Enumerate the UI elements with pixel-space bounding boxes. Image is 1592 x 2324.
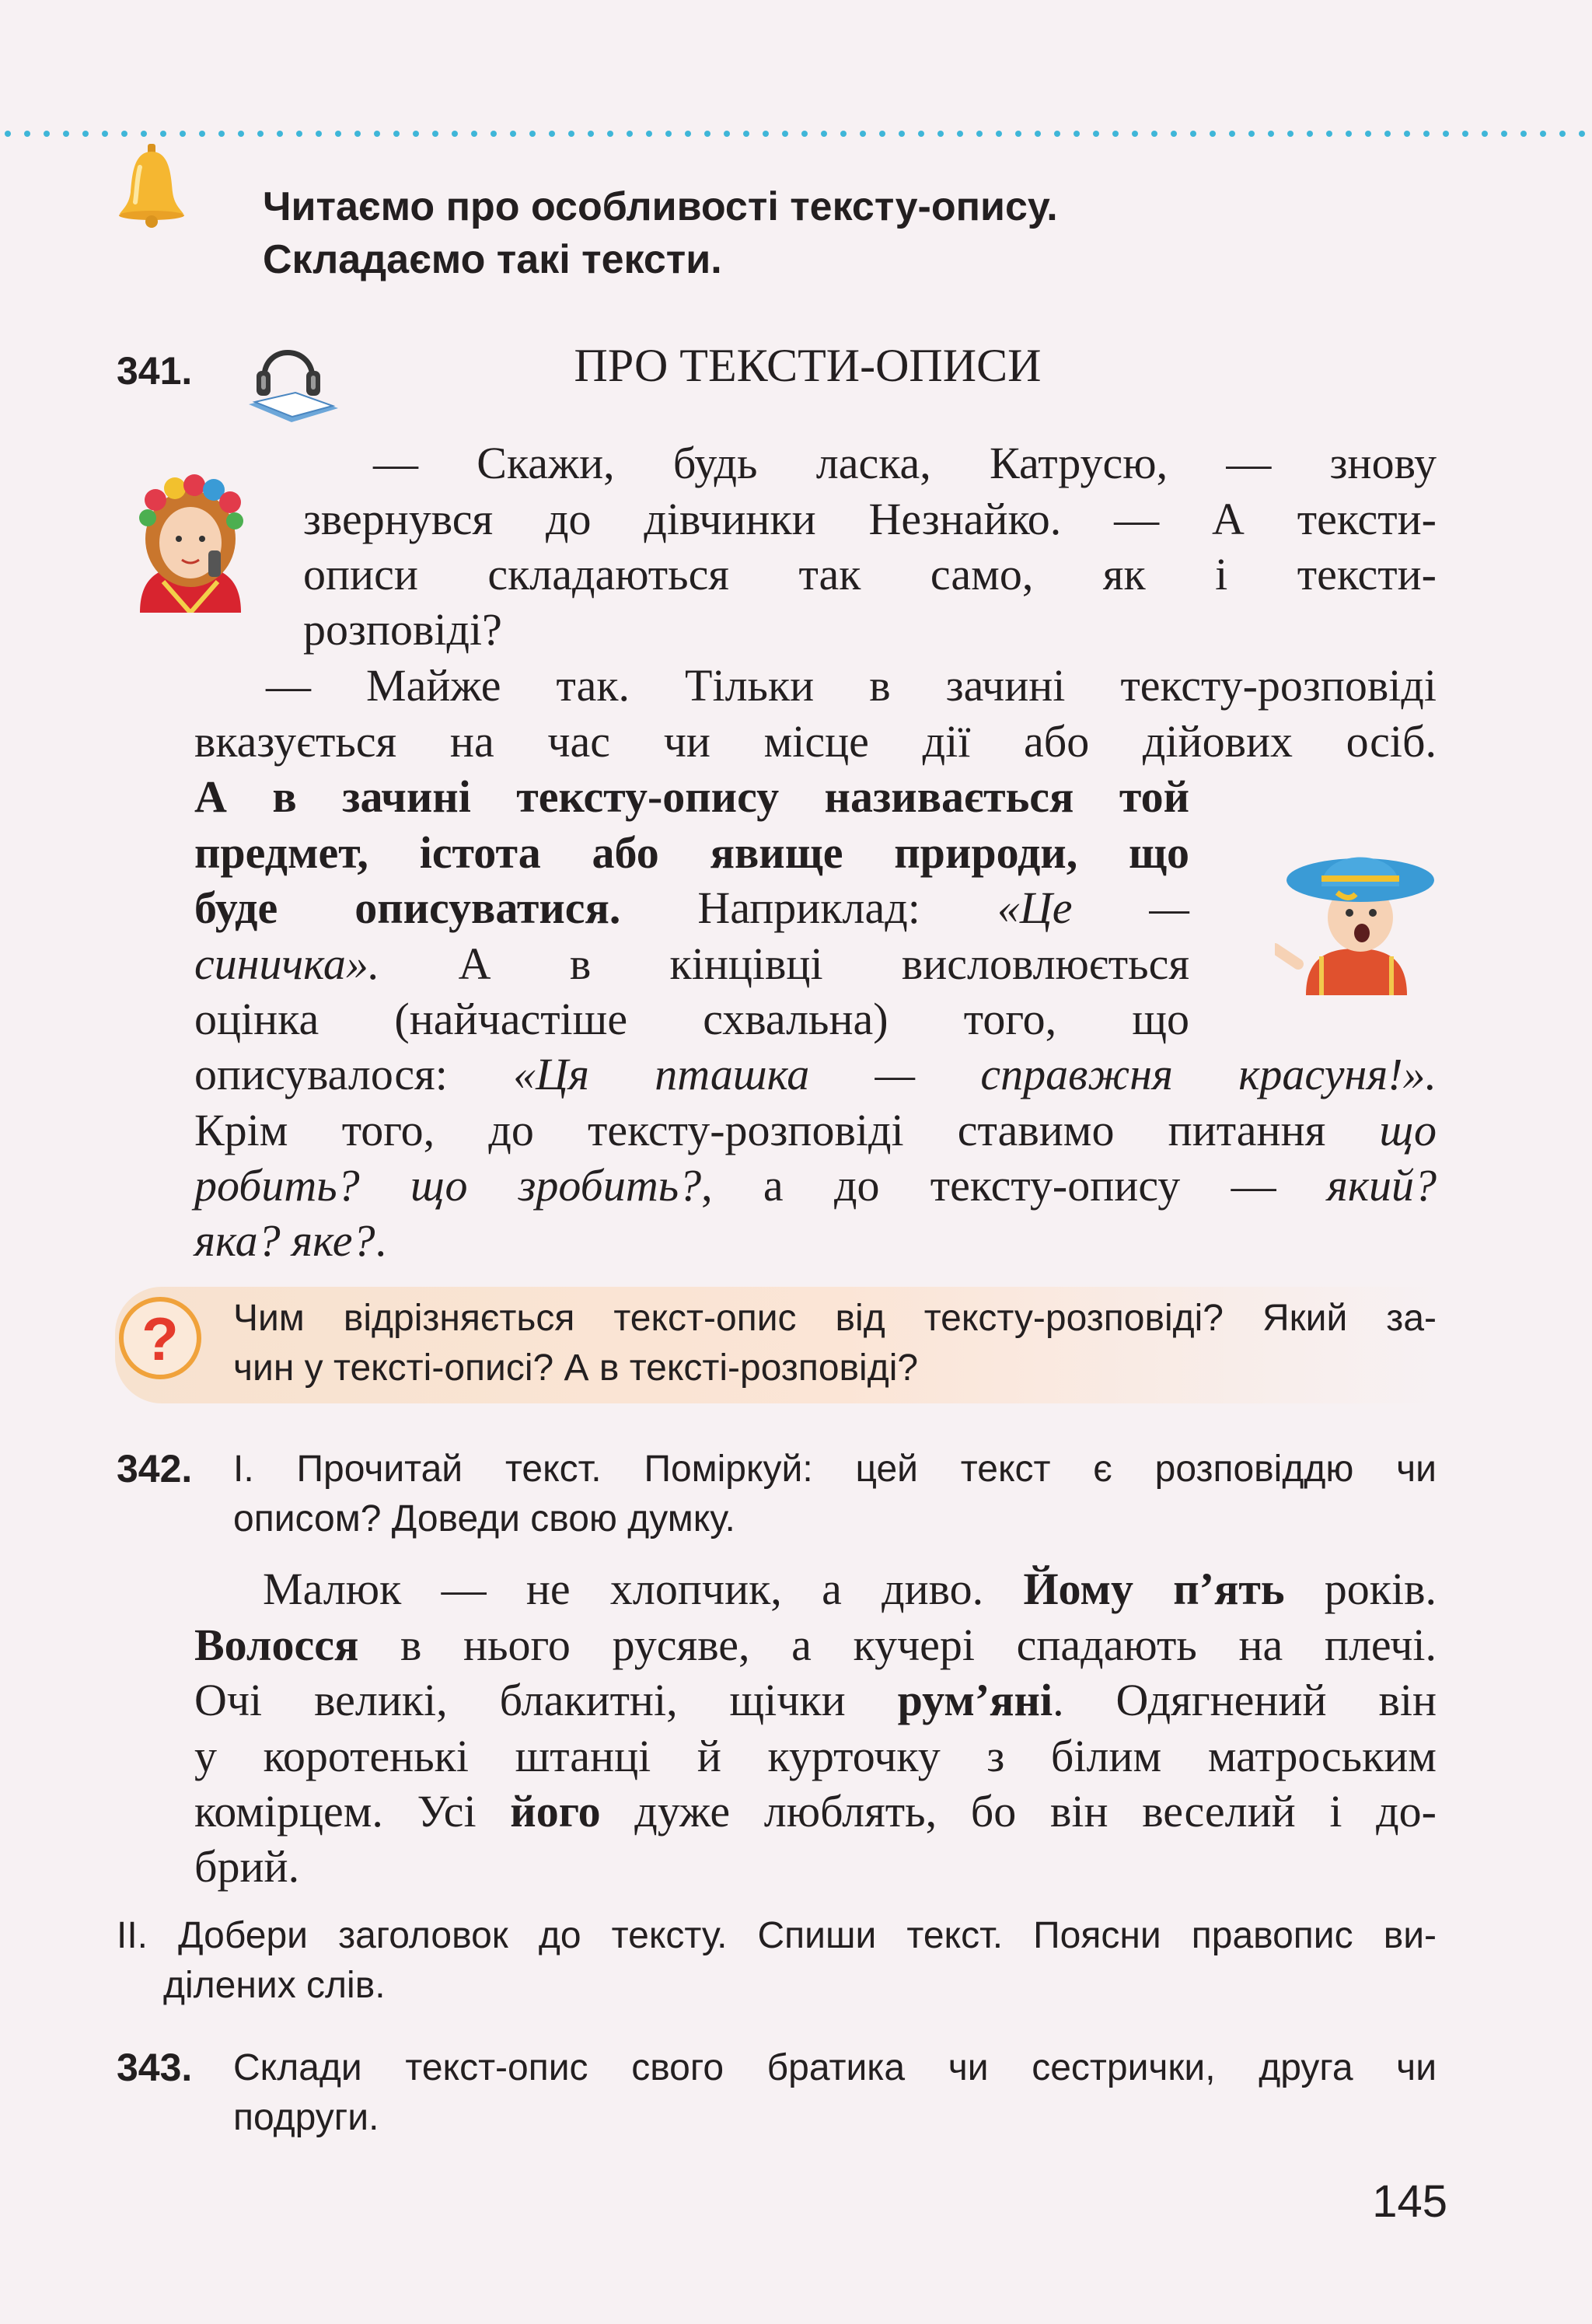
bold-phrase: рум’яні	[897, 1675, 1053, 1725]
exercise-343-task	[233, 2043, 1437, 2143]
intro-line-2: Складаємо такі тексти.	[263, 237, 722, 282]
text-span: . Одягнений він	[1053, 1675, 1437, 1725]
exercise-342-number: 342.	[117, 1447, 193, 1491]
exercise-341-title: ПРО ТЕКСТИ-ОПИСИ	[574, 340, 1042, 391]
text-line: подруги.	[233, 2097, 379, 2138]
text-line	[194, 1047, 1437, 1103]
dialog-line-1	[303, 435, 1437, 603]
text-line: ділених слів.	[163, 1965, 386, 2006]
text-span: в нього русяве, а кучері спадають на плечі.	[358, 1619, 1437, 1670]
bold-phrase: Волосся	[194, 1619, 359, 1670]
exercise-342-task-2	[117, 1911, 1437, 2011]
text-span: дуже люблять, бо він веселий і до-	[600, 1786, 1437, 1836]
text-span: описувалося:	[194, 1049, 514, 1099]
text-line: предмет, істота або явище природи, що	[194, 827, 1189, 878]
svg-text:?: ?	[141, 1305, 179, 1373]
text-line: брий.	[194, 1841, 300, 1892]
exercise-343-number: 343.	[117, 2046, 193, 2089]
text-line: — Скажи, будь ласка, Катрусю, — знову	[373, 438, 1437, 488]
text-line	[194, 880, 1189, 936]
definition-block	[194, 769, 1189, 1047]
text-line: розповіді?	[303, 604, 502, 655]
text-line: звернувся до дівчинки Незнайко. — А тексти-	[303, 493, 1437, 544]
text-line: оцінка (найчастіше схвальна) того, що	[194, 994, 1189, 1044]
text-line: описи складаються так само, як і тексти-	[303, 549, 1437, 599]
boy-illustration	[1275, 832, 1438, 995]
text-line: чин у тексті-описі? А в тексті-розповіді?	[233, 1347, 919, 1389]
italic-phrase: «Це —	[997, 882, 1190, 933]
dotted-separator	[0, 129, 1592, 138]
text-span: Крім того, до тексту-розповіді ставимо питання	[194, 1104, 1380, 1155]
closing-block-end	[194, 1213, 1437, 1269]
lesson-intro	[263, 180, 1058, 286]
italic-phrase: який?	[1326, 1160, 1437, 1211]
dialog-line-2	[194, 658, 1437, 769]
exercise-341-number: 341.	[117, 349, 193, 393]
exercise-342-text	[194, 1561, 1437, 1840]
text-line	[194, 1561, 1437, 1617]
text-line: у коротенькі штанці й курточку з білим матроським	[194, 1730, 1437, 1781]
text-line	[194, 1103, 1437, 1159]
text-line: Чим відрізняється текст-опис від тексту-розповіді? Який за-	[233, 1298, 1437, 1339]
girl-illustration	[117, 465, 264, 613]
text-span: Очі великі, блакитні, щічки	[194, 1675, 898, 1725]
italic-phrase: синичка».	[194, 938, 380, 989]
exercise-342-text-end	[194, 1839, 1437, 1895]
text-line: А в зачині тексту-опису називається той	[194, 771, 1189, 822]
text-line	[194, 1158, 1437, 1214]
text-span: комірцем. Усі	[194, 1786, 511, 1836]
dialog-line-1-end	[303, 602, 1437, 658]
text-span: .	[375, 1215, 387, 1266]
text-line: описом? Доведи свою думку.	[233, 1498, 735, 1539]
text-line: — Майже так. Тільки в зачині тексту-розповіді	[266, 660, 1437, 711]
bold-phrase: Йому п’ять	[1023, 1564, 1285, 1614]
text-line: вказується на час чи місце дії або дійових осіб.	[194, 715, 1437, 767]
exercise-342-task-1	[233, 1445, 1437, 1544]
question-text	[233, 1294, 1437, 1393]
text-line	[194, 1617, 1437, 1673]
closing-block	[194, 1047, 1437, 1214]
question-mark-icon	[117, 1295, 204, 1382]
italic-phrase: яка? яке?	[194, 1215, 375, 1266]
intro-line-1: Читаємо про особливості тексту-опису.	[263, 184, 1058, 229]
text-span: Малюк — не хлопчик, а диво.	[263, 1564, 1024, 1614]
text-span: Наприклад:	[620, 882, 997, 933]
text-span: А в кінцівці висловлюється	[379, 938, 1189, 989]
bold-phrase: буде описуватися.	[194, 882, 621, 933]
italic-phrase: робить? що зробить?	[194, 1160, 702, 1211]
bold-phrase: його	[510, 1786, 601, 1836]
italic-phrase: «Ця пташка — справжня красуня!».	[513, 1049, 1437, 1099]
text-line: ІІ. Добери заголовок до тексту. Спиши текст. Поясни правопис ви-	[117, 1915, 1437, 1956]
text-line: І. Прочитай текст. Поміркуй: цей текст є розповіддю чи	[233, 1449, 1437, 1490]
text-line: Склади текст-опис свого братика чи сестрички, друга чи	[233, 2047, 1437, 2088]
italic-phrase: що	[1379, 1104, 1437, 1155]
text-line	[194, 1672, 1437, 1728]
text-span: , а до тексту-опису —	[701, 1160, 1327, 1211]
text-line	[194, 1213, 1437, 1269]
page-number: 145	[1372, 2176, 1447, 2227]
text-span: років.	[1284, 1564, 1437, 1614]
text-line	[194, 936, 1189, 992]
text-line	[194, 1784, 1437, 1840]
bell-icon	[117, 144, 187, 229]
